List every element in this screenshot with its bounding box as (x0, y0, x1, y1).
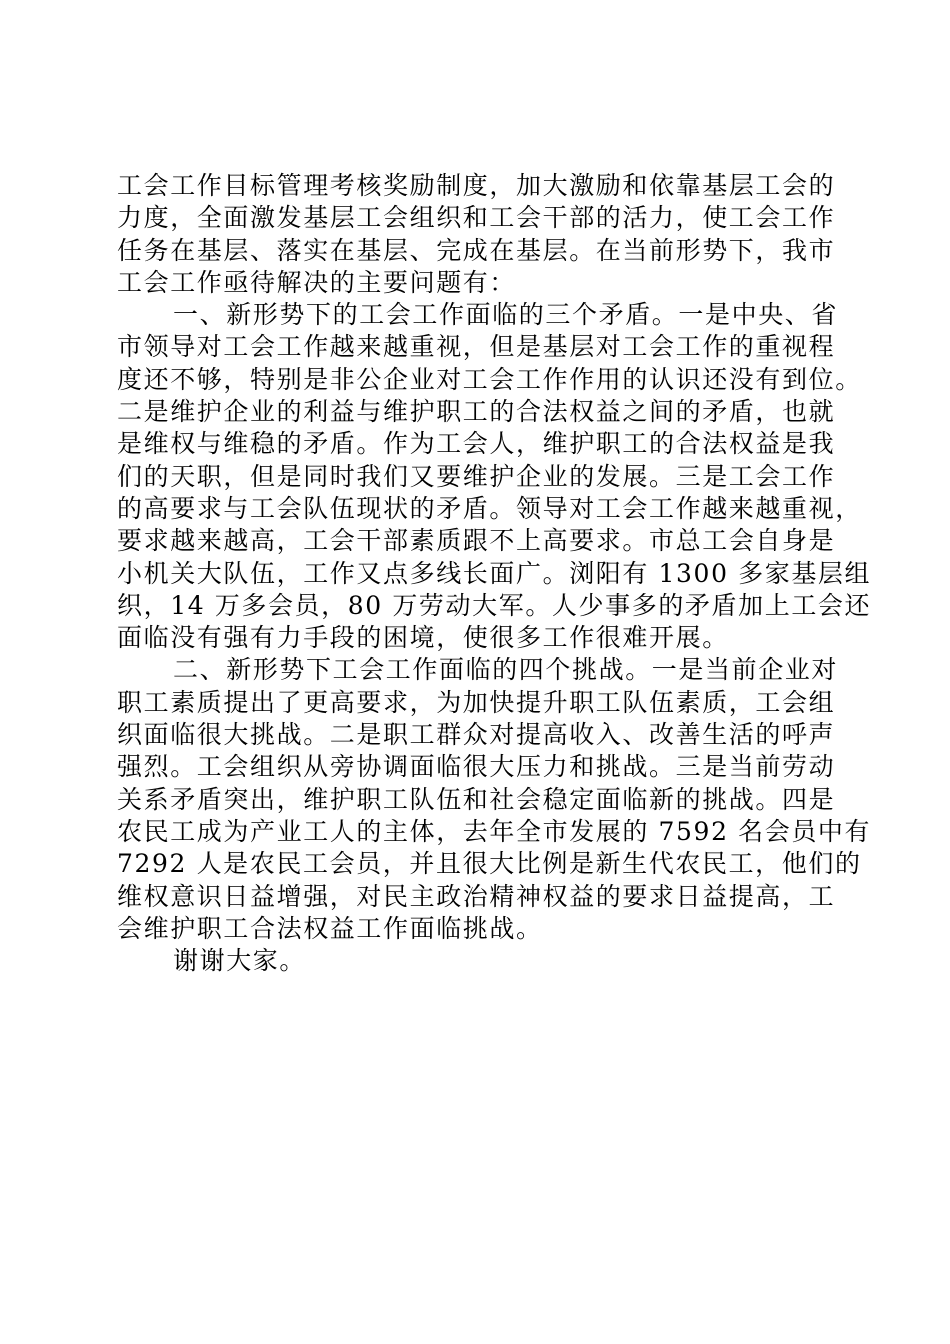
text-line: 维权意识日益增强，对民主政治精神权益的要求日益提高，工 (117, 881, 836, 911)
text-line: 职工素质提出了更高要求，为加快提升职工队伍素质，工会组 (117, 687, 836, 717)
text-line: 们的天职，但是同时我们又要维护企业的发展。三是工会工作 (117, 461, 836, 491)
text-line: 二是维护企业的利益与维护职工的合法权益之间的矛盾，也就 (117, 397, 836, 427)
text-line: 二、新形势下工会工作面临的四个挑战。一是当前企业对 (173, 655, 839, 685)
text-line: 会维护职工合法权益工作面临挑战。 (117, 913, 543, 943)
text-line: 市领导对工会工作越来越重视，但是基层对工会工作的重视程 (117, 332, 836, 362)
text-line: 力度，全面激发基层工会组织和工会干部的活力，使工会工作 (117, 203, 836, 233)
text-line: 关系矛盾突出，维护职工队伍和社会稳定面临新的挑战。四是 (117, 784, 836, 814)
text-line: 谢谢大家。 (173, 946, 307, 976)
text-line: 一、新形势下的工会工作面临的三个矛盾。一是中央、省 (173, 300, 839, 330)
text-line: 的高要求与工会队伍现状的矛盾。领导对工会工作越来越重视， (117, 493, 862, 523)
text-line: 织，14 万多会员，80 万劳动大军。人少事多的矛盾加上工会还 (117, 590, 872, 620)
text-line: 织面临很大挑战。二是职工群众对提高收入、改善生活的呼声 (117, 720, 836, 750)
text-line: 农民工成为产业工人的主体，去年全市发展的 7592 名会员中有 (117, 816, 872, 846)
text-line: 工会工作亟待解决的主要问题有： (117, 267, 517, 297)
text-line: 面临没有强有力手段的困境，使很多工作很难开展。 (117, 623, 729, 653)
text-line: 要求越来越高，工会干部素质跟不上高要求。市总工会自身是 (117, 526, 836, 556)
document-body (117, 170, 872, 977)
text-line: 7292 人是农民工会员，并且很大比例是新生代农民工，他们的 (117, 849, 862, 879)
text-line: 任务在基层、落实在基层、完成在基层。在当前形势下，我市 (117, 235, 836, 265)
text-line: 度还不够，特别是非公企业对工会工作作用的认识还没有到位。 (117, 364, 862, 394)
text-line: 小机关大队伍，工作又点多线长面广。浏阳有 1300 多家基层组 (117, 558, 872, 588)
text-line: 工会工作目标管理考核奖励制度，加大激励和依靠基层工会的 (117, 171, 836, 200)
text-line: 强烈。工会组织从旁协调面临很大压力和挑战。三是当前劳动 (117, 752, 836, 782)
text-line: 是维权与维稳的矛盾。作为工会人，维护职工的合法权益是我 (117, 429, 836, 459)
